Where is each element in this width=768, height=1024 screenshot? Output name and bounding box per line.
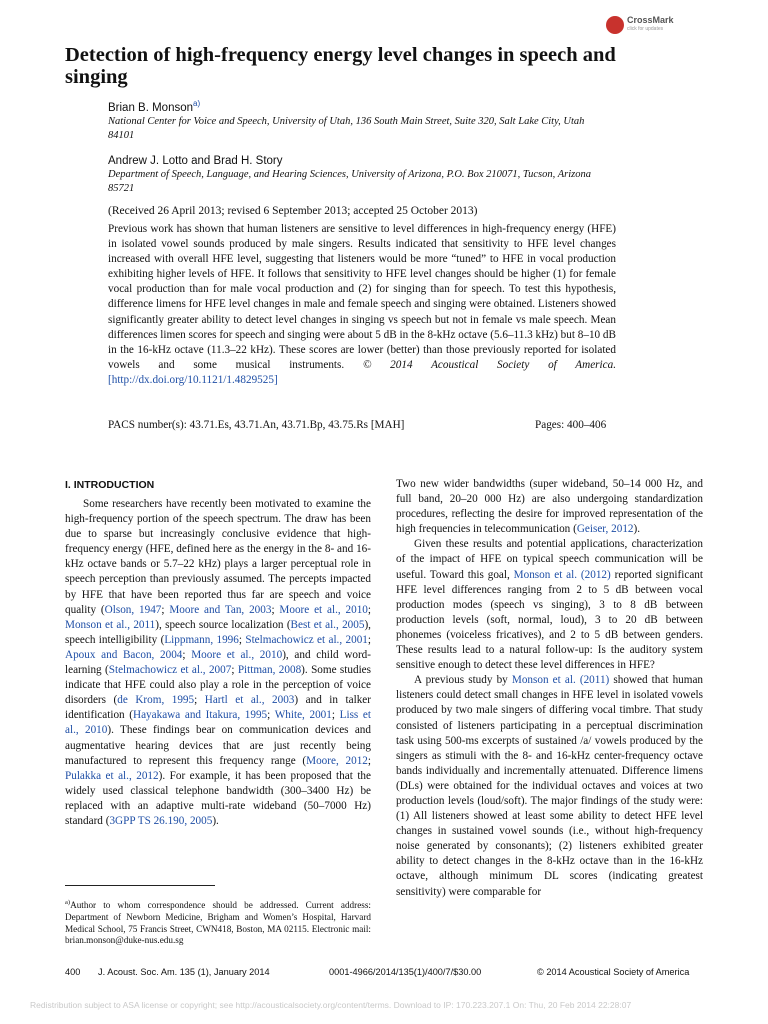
citation-link[interactable]: Moore et al., 2010 <box>191 648 283 661</box>
affiliation-2: Department of Speech, Language, and Hearing Sciences, University of Arizona, P.O. Box 210071, Tucson, Arizona 85721 <box>108 169 591 194</box>
citation-link[interactable]: Monson et al. (2011) <box>511 674 610 687</box>
body-text: showed that human listeners could detect small changes in HFE level in isolated vowels produced by two male singers of differing vocal timbre. That study consisted of listeners participating in a perceptual discrimination task using 500-ms excerpts of sustained /a/ vowels produced by the singers as stimuli with the 8- and 16-kHz center-frequency octave bands individually and incrementally attenuated. Difference limens (DLs) were obtained for the individual octaves and voices at two production levels (loud/soft). The major findings of the study were: (1) All listeners showed at least some ability to detect HFE level changes in sustained vowel sounds (i.e., without high-frequency noise generated by consonants); (2) listeners exhibited greater ability to detect changes in the 8-kHz octave than in the 16-kHz octave, although minimum DL scores (indicating greatest sensitivity) were comparable for <box>396 674 704 898</box>
pacs-numbers: PACS number(s): 43.71.Es, 43.71.An, 43.71.Bp, 43.75.Rs [MAH] <box>108 419 405 431</box>
citation-link[interactable]: Apoux and Bacon, 2004 <box>65 648 183 661</box>
body-text: ). Some studies indicate that HFE could also play a role in the perception of voice disorders ( <box>65 664 371 707</box>
crossmark-sub: click for updates <box>627 26 664 32</box>
body-text: ). <box>212 814 219 827</box>
body-text: ; <box>331 709 340 722</box>
body-text: ; <box>367 633 372 646</box>
footer-journal: J. Acoust. Soc. Am. 135 (1), January 2014 <box>98 967 270 977</box>
citation-link[interactable]: Moore and Tan, 2003 <box>169 603 272 616</box>
footer-page-number: 400 <box>65 967 81 977</box>
abstract-copyright: © 2014 Acoustical Society of America. <box>362 358 616 371</box>
paragraph <box>65 497 371 829</box>
citation-link[interactable]: White, 2001 <box>274 709 332 722</box>
page-range: Pages: 400–406 <box>535 419 607 431</box>
body-text: ; <box>161 603 170 616</box>
body-text: ). For example, it has been proposed that the widely used classical telephone bandwidth (300–3400 Hz) be replaced with an adaptive multi-rate wideband (50–7000 Hz) standard ( <box>65 769 371 827</box>
body-text: ), speech source localization ( <box>155 618 291 631</box>
left-column <box>65 497 371 829</box>
citation-link[interactable]: Liss et al., 2010 <box>65 709 372 737</box>
citation-link[interactable]: Pulakka et al., 2012 <box>65 769 159 782</box>
body-text: ; <box>238 633 246 646</box>
citation-link[interactable]: Moore et al., 2010 <box>279 603 368 616</box>
body-text: ; <box>231 664 238 677</box>
crossmark-label: CrossMark <box>627 15 674 25</box>
citation-link[interactable]: Hayakawa and Itakura, 1995 <box>133 709 268 722</box>
body-text: A previous study by <box>414 674 512 687</box>
citation-link[interactable]: Geiser, 2012 <box>576 523 634 536</box>
footer-code: 0001-4966/2014/135(1)/400/7/$30.00 <box>329 967 482 977</box>
citation-link[interactable]: Hartl et al., 2003 <box>204 694 295 707</box>
body-text: Given these results and potential applications, characterization of the impact of HFE on typical speech communication will be useful. Toward this goal, <box>396 538 703 581</box>
citation-link[interactable]: Monson et al., 2011 <box>65 618 156 631</box>
citation-link[interactable]: Best et al., 2005 <box>290 618 365 631</box>
paragraph <box>396 537 703 673</box>
crossmark-icon <box>606 16 624 34</box>
right-column <box>396 477 703 900</box>
citation-link[interactable]: Pittman, 2008 <box>237 664 302 677</box>
body-text: ; <box>271 603 280 616</box>
citation-link[interactable]: Lippmann, 1996 <box>164 633 239 646</box>
paragraph <box>396 673 703 899</box>
body-text: ). <box>633 523 641 536</box>
footnote-mark: a) <box>65 899 71 906</box>
citation-link[interactable]: Stelmachowicz et al., 2007 <box>108 664 232 677</box>
paper-title: Detection of high-frequency energy level changes in speech and singing <box>65 44 616 88</box>
paragraph <box>396 477 703 537</box>
citation-link[interactable]: Stelmachowicz et al., 2001 <box>245 633 368 646</box>
body-text: ) and in talker identification ( <box>65 694 371 722</box>
citation-link[interactable]: 3GPP TS 26.190, 2005 <box>109 814 213 827</box>
author-1: Brian B. Monson$^{a)}$ <box>108 99 201 114</box>
body-text: Some researchers have recently been motivated to examine the high-frequency portion of the speech spectrum. The draw has been due to sparse but increasingly conclusive evidence that high-frequency energy (HFE, defined here as the energy in the 8- and 16-kHz octave bands or 5.7–22 kHz) plays a larger perceptual role in speech perception than previously assumed. The percepts impacted by HFE that have been reported thus far are speech and voice quality ( <box>65 498 371 616</box>
abstract <box>108 222 616 388</box>
footnote-divider <box>65 885 215 886</box>
body-text: ), and child word-learning ( <box>65 648 371 677</box>
body-text: ; <box>194 694 205 707</box>
abstract-text: Previous work has shown that human listeners are sensitive to level differences in high-frequency energy (HFE) in isolated vowel sounds produced by male singers. Results indicated that sensitivity to HFE level changes increased with overall HFE level, suggesting that listeners would be more “tuned” to HFE in vocal production exhibiting higher levels of HFE. It follows that sensitivity to HFE level changes should be higher (1) for female vocal production than for male vocal production and (2) for singing than for speech. To test this hypothesis, difference limens for HFE level changes in male and female speech and singing were obtained. Listeners showed significantly greater ability to detect level changes in singing vs speech but not in female vs male speech. Mean differences limen scores for speech and singing were about 5 dB in the 8-kHz octave (5.6–11.3 kHz) but 8–10 dB in the 16-kHz octave (11.3–22 kHz). These scores are lower (better) than those previously reported for isolated vowels and some musical instruments. <box>108 223 616 371</box>
body-text: ; <box>367 603 371 616</box>
body-text: ). These findings bear on communication devices and augmentative hearing devices that are just recently being manufactured to represent this frequency range ( <box>65 724 371 767</box>
doi-link[interactable]: [http://dx.doi.org/10.1121/1.4829525] <box>108 373 278 386</box>
citation-link[interactable]: Moore, 2012 <box>306 754 368 767</box>
body-text: Two new wider bandwidths (super wideband, 50–14 000 Hz, and full band, 20–20 000 Hz) are also undergoing standardization procedures, reflecting the desire for improved representation of the high frequencies in telecommunication ( <box>396 478 703 536</box>
section-heading: I. INTRODUCTION <box>65 479 155 491</box>
footnote-text: Author to whom correspondence should be addressed. Current address: Department of Newborn Medicine, Brigham and Women’s Hospital, Harvard Medical School, 75 Francis Street, CWN418, Boston, MA 02115. Electronic mail: brian.monson@duke-nus.edu.sg <box>65 900 371 946</box>
download-watermark: Redistribution subject to ASA license or copyright; see http://acousticalsociety.org/content/terms. Download to IP: 170.223.207.1 On: Thu, 20 Feb 2014 22:28:07 <box>30 1000 632 1010</box>
body-text: reported significant HFE level differences ranging from 2 to 5 dB between vocal production modes (speech vs singing), 3 to 8 dB between production levels (soft, normal, loud), 3 to 20 dB between phonemes (voiceless fricatives), and 2 to 5 dB between genders. These results lead to a natural follow-up: Is the auditory system sensitive enough to detect these level differences in HFE? <box>396 568 703 672</box>
crossmark-badge[interactable] <box>606 14 686 36</box>
footer-copyright: © 2014 Acoustical Society of America <box>537 967 690 977</box>
footnote <box>65 897 371 947</box>
author-2: Andrew J. Lotto and Brad H. Story <box>108 155 283 167</box>
body-text: ; <box>267 709 275 722</box>
affiliation-1: National Center for Voice and Speech, University of Utah, 136 South Main Street, Suite 320, Salt Lake City, Utah 84101 <box>108 116 585 141</box>
citation-link[interactable]: Olson, 1947 <box>104 603 162 616</box>
received-dates: (Received 26 April 2013; revised 6 September 2013; accepted 25 October 2013) <box>108 205 478 217</box>
citation-link[interactable]: de Krom, 1995 <box>117 694 195 707</box>
body-text: ), speech intelligibility ( <box>65 618 371 646</box>
body-text: ; <box>367 754 371 767</box>
body-text: ; <box>182 648 192 661</box>
citation-link[interactable]: Monson et al. (2012) <box>513 568 611 581</box>
